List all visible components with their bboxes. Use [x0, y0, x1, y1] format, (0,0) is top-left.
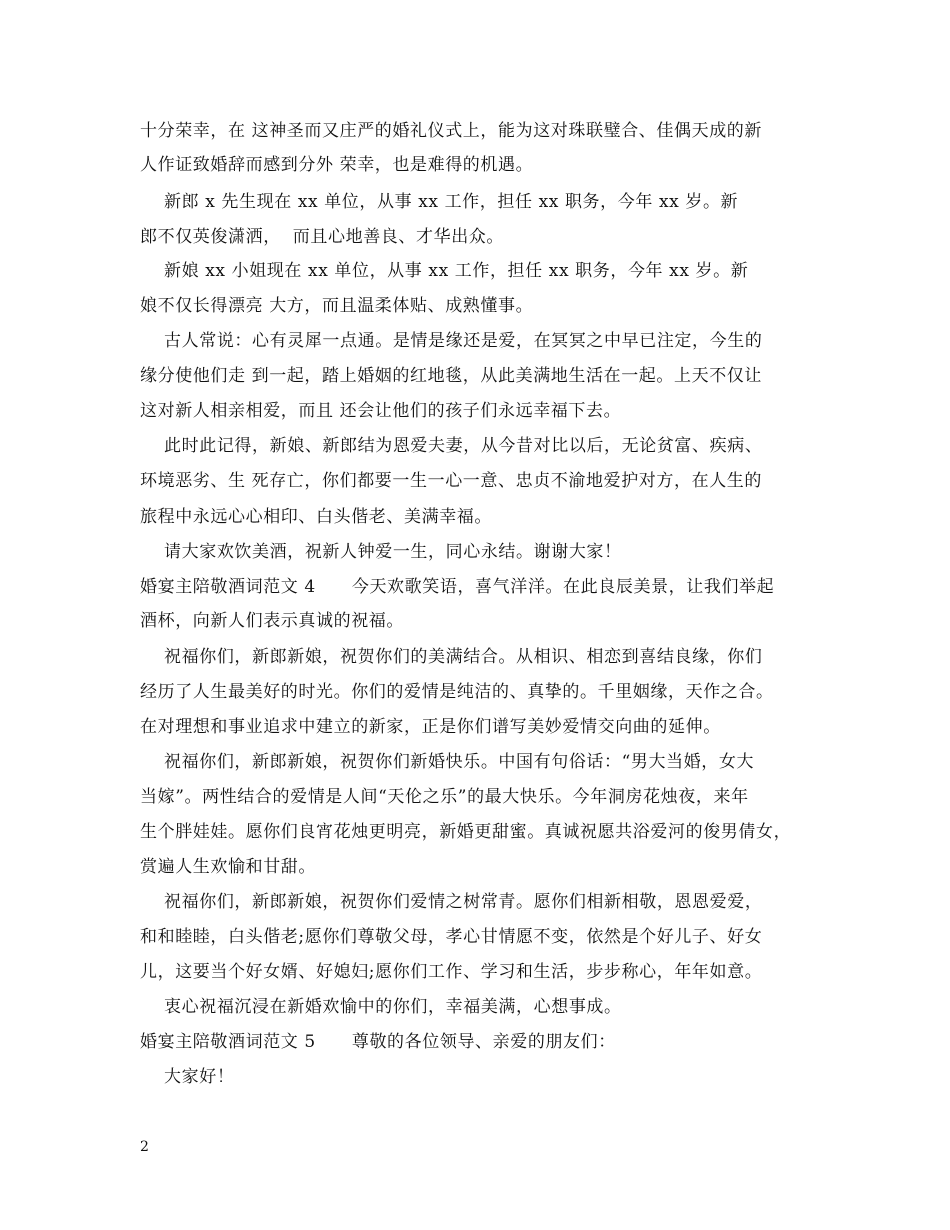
- text-line: 这对新人相亲相爱，而且 还会让他们的孩子们永远幸福下去。: [140, 401, 622, 421]
- section-heading-line: 婚宴主陪敬酒词范文 4 今天欢歌笑语，喜气洋洋。在此良辰美景，让我们举起: [140, 577, 775, 597]
- text-line: 祝福你们，新郎新娘，祝贺你们的美满结合。从相识、相恋到喜结良缘，你们: [140, 647, 763, 667]
- text-line: 环境恶劣、生 死存亡，你们都要一生一心一意、忠贞不渝地爱护对方，在人生的: [140, 471, 763, 491]
- text-line: 生个胖娃娃。愿你们良宵花烛更明亮，新婚更甜蜜。真诚祝愿共浴爱河的俊男倩女，: [140, 822, 792, 842]
- text-line: 酒杯，向新人们表示真诚的祝福。: [140, 611, 404, 631]
- text-line: 大家好！: [140, 1067, 235, 1087]
- text-line: 和和睦睦，白头偕老;愿你们尊敬父母，孝心甘情愿不变，依然是个好儿子、好女: [140, 927, 763, 947]
- text-line: 郎不仅英俊潇洒， 而且心地善良、才华出众。: [140, 227, 505, 247]
- text-line: 当嫁”。两性结合的爱情是人间“天伦之乐”的最大快乐。今年洞房花烛夜，来年: [140, 787, 749, 807]
- text-line: 祝福你们，新郎新娘，祝贺你们新婚快乐。中国有句俗话：“男大当婚，女大: [140, 752, 755, 772]
- text-line: 娘不仅长得漂亮 大方，而且温柔体贴、成熟懂事。: [140, 296, 534, 316]
- text-line: 人作证致婚辞而感到分外 荣幸，也是难得的机遇。: [140, 155, 534, 175]
- text-line: 十分荣幸，在 这神圣而又庄严的婚礼仪式上，能为这对珠联璧合、佳偶天成的新: [140, 121, 763, 141]
- text-line: 在对理想和事业追求中建立的新家，正是你们谱写美妙爱情交向曲的延伸。: [140, 717, 721, 737]
- text-line: 缘分使他们走 到一起，踏上婚姻的红地毯，从此美满地生活在一起。上天不仅让: [140, 366, 763, 386]
- text-line: 祝福你们，新郎新娘，祝贺你们爱情之树常青。愿你们相新相敬，恩恩爱爱，: [140, 892, 763, 912]
- text-line: 古人常说：心有灵犀一点通。是情是缘还是爱，在冥冥之中早已注定，今生的: [140, 331, 763, 351]
- text-line: 赏遍人生欢愉和甘甜。: [140, 857, 316, 877]
- page-number: 2: [140, 1139, 149, 1155]
- text-line: 旅程中永远心心相印、白头偕老、美满幸福。: [140, 507, 492, 527]
- section-heading-line: 婚宴主陪敬酒词范文 5 尊敬的各位领导、亲爱的朋友们：: [140, 1032, 616, 1052]
- text-line: 请大家欢饮美酒，祝新人钟爱一生，同心永结。谢谢大家！: [140, 542, 622, 562]
- text-line: 新娘 xx 小姐现在 xx 单位，从事 xx 工作，担任 xx 职务，今年 xx 岁。新: [140, 261, 749, 281]
- text-line: 衷心祝福沉浸在新婚欢愉中的你们，幸福美满，心想事成。: [140, 997, 622, 1017]
- text-line: 新郎 x 先生现在 xx 单位，从事 xx 工作，担任 xx 职务，今年 xx 岁。新: [140, 192, 739, 212]
- text-line: 此时此记得，新娘、新郎结为恩爱夫妻，从今昔对比以后，无论贫富、疾病、: [140, 436, 763, 456]
- text-line: 儿，这要当个好女婿、好媳妇;愿你们工作、学习和生活，步步称心，年年如意。: [140, 962, 763, 982]
- text-line: 经历了人生最美好的时光。你们的爱情是纯洁的、真挚的。千里姻缘，天作之合。: [140, 682, 774, 702]
